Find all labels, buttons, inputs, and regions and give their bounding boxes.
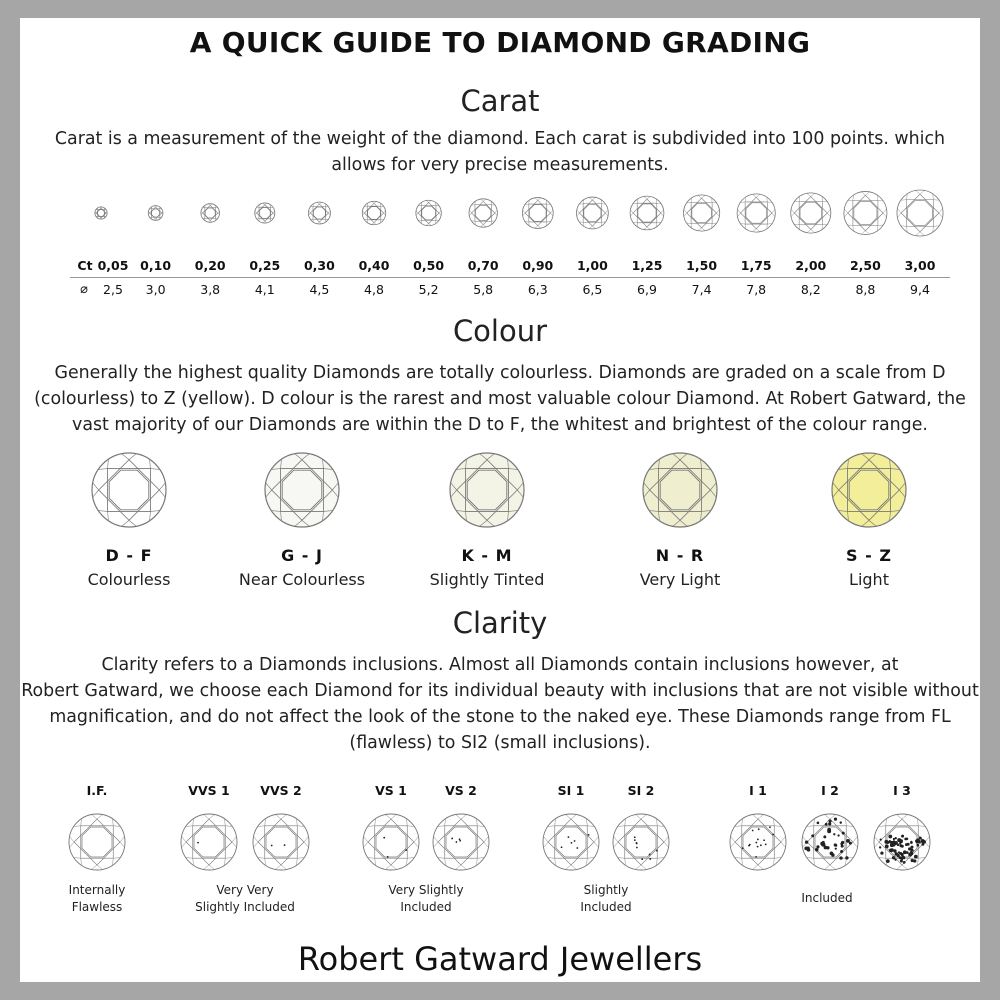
inclusion-mark	[830, 852, 834, 856]
clarity-diamond	[253, 814, 309, 870]
inclusion-mark	[840, 821, 842, 823]
inclusion-mark	[840, 850, 843, 853]
clarity-description-line: magnification, and do not affect the look of the stone to the naked eye. These Diamonds range from FL	[49, 707, 951, 727]
clarity-group-label-line: Very Slightly	[388, 883, 464, 897]
carat-diameter: 8,8	[855, 282, 876, 297]
carat-description-line: Carat is a measurement of the weight of the diamond. Each carat is subdivided into 100 points. which	[54, 129, 946, 149]
inclusion-mark	[903, 861, 906, 864]
carat-weight: 1,50	[686, 258, 718, 273]
inclusion-mark	[765, 843, 767, 845]
inclusion-mark	[910, 841, 913, 844]
clarity-description-line: Robert Gatward, we choose each Diamond for its individual beauty with inclusions that are not visible without	[21, 681, 979, 701]
inclusion-mark	[588, 834, 590, 836]
inclusion-mark	[837, 834, 839, 836]
inclusion-mark	[885, 845, 889, 849]
inclusion-mark	[892, 856, 895, 859]
carat-diameter: 2,5	[103, 282, 123, 297]
carat-diameter: 4,5	[309, 282, 330, 297]
carat-weight: 0,70	[467, 258, 499, 273]
clarity-group-label-line: Flawless	[71, 900, 123, 914]
carat-weight: 2,50	[849, 258, 881, 273]
clarity-group-label	[388, 882, 463, 916]
clarity-group-label	[195, 882, 295, 916]
inclusion-mark	[880, 851, 883, 854]
clarity-group-label	[801, 890, 852, 907]
inclusion-mark	[894, 859, 896, 861]
inclusion-mark	[899, 852, 902, 855]
carat-weight: 0,30	[303, 258, 335, 273]
clarity-diamond	[730, 814, 786, 870]
inclusion-mark	[910, 851, 912, 853]
carat-diameter: 7,8	[746, 282, 767, 297]
inclusion-mark	[901, 845, 904, 848]
carat-weight: 0,25	[249, 258, 281, 273]
clarity-grade-code: VVS 1	[188, 783, 230, 798]
clarity-group-label-line: Very Very	[216, 883, 274, 897]
inclusion-mark	[769, 826, 771, 828]
carat-weight: 0,05	[97, 258, 129, 273]
inclusion-mark	[889, 849, 893, 853]
clarity-diamond	[363, 814, 419, 870]
colour-grade-code: N - R	[655, 546, 705, 565]
inclusion-mark	[901, 835, 904, 838]
carat-weight: 1,00	[576, 258, 608, 273]
inclusion-mark	[568, 836, 570, 838]
inclusion-mark	[847, 840, 849, 842]
inclusion-mark	[902, 856, 905, 859]
carat-diameter: 4,8	[364, 282, 384, 297]
carat-diameter: 6,9	[637, 282, 657, 297]
inclusion-mark	[835, 848, 837, 850]
colour-grade-name: Near Colourless	[238, 570, 366, 589]
inclusion-mark	[890, 841, 893, 844]
carat-weight: 0,20	[194, 258, 226, 273]
carat-weight: 1,25	[631, 258, 663, 273]
carat-diameter: 5,2	[418, 282, 439, 297]
inclusion-mark	[757, 839, 759, 841]
inclusion-mark	[826, 846, 829, 849]
inclusion-mark	[886, 841, 889, 844]
inclusion-mark	[834, 818, 837, 821]
inclusion-mark	[879, 846, 881, 848]
inclusion-mark	[827, 828, 831, 832]
inclusion-mark	[758, 828, 760, 830]
carat-diameter: 8,2	[800, 282, 821, 297]
clarity-diamond	[69, 814, 125, 870]
inclusion-mark	[772, 834, 774, 836]
inclusion-mark	[763, 839, 765, 841]
clarity-group-label-line: Included	[580, 900, 632, 914]
inclusion-mark	[574, 840, 576, 842]
carat-diameter: 4,1	[254, 282, 275, 297]
carat-diameter: 7,4	[691, 282, 712, 297]
clarity-grade-code: VS 1	[375, 783, 407, 798]
clarity-grade-code: SI 1	[557, 783, 585, 798]
colour-grade-code: G - J	[281, 546, 323, 565]
inclusion-mark	[886, 859, 890, 863]
inclusion-mark	[742, 847, 744, 849]
inclusion-mark	[894, 841, 898, 845]
inclusion-mark	[459, 838, 461, 840]
inclusion-mark	[197, 842, 199, 844]
carat-diameter: 5,8	[473, 282, 494, 297]
inclusion-mark	[841, 841, 844, 844]
clarity-grade-code: VS 2	[445, 783, 477, 798]
inclusion-mark	[835, 844, 838, 847]
carat-heading: Carat	[460, 84, 540, 118]
clarity-grade-code: I 3	[893, 783, 911, 798]
inclusion-mark	[805, 840, 808, 843]
inclusion-mark	[921, 843, 924, 846]
inclusion-mark	[821, 843, 825, 847]
clarity-grade-code: SI 2	[627, 783, 655, 798]
inclusion-mark	[895, 837, 897, 839]
clarity-diamond	[433, 814, 489, 870]
clarity-group-label	[580, 882, 631, 916]
inclusion-mark	[900, 859, 903, 862]
inclusion-mark	[914, 855, 918, 859]
inclusion-mark	[755, 856, 757, 858]
inclusion-mark	[899, 842, 901, 844]
inclusion-mark	[757, 846, 759, 848]
inclusion-mark	[916, 838, 920, 842]
inclusion-mark	[649, 858, 651, 860]
inclusion-mark	[752, 830, 754, 832]
inclusion-mark	[451, 838, 453, 840]
inclusion-mark	[760, 844, 762, 846]
inclusion-mark	[387, 856, 389, 858]
inclusion-mark	[649, 854, 651, 856]
carat-diameter: 3,0	[145, 282, 166, 297]
inclusion-mark	[829, 820, 832, 823]
inclusion-mark	[807, 848, 810, 851]
inclusion-mark	[921, 839, 925, 843]
carat-diameter: 6,3	[527, 282, 548, 297]
carat-weight: 0,40	[358, 258, 390, 273]
diameter-label: ⌀	[80, 282, 88, 297]
inclusion-mark	[811, 834, 814, 837]
inclusion-mark	[817, 822, 820, 825]
colour-grade-code: K - M	[461, 546, 513, 565]
clarity-diamond	[181, 814, 237, 870]
clarity-grade-code: VVS 2	[260, 783, 302, 798]
carat-diameter: 3,8	[200, 282, 221, 297]
inclusion-mark	[888, 835, 892, 839]
inclusion-mark	[906, 851, 909, 854]
colour-description-line: vast majority of our Diamonds are within the D to F, the whitest and brightest of the colour range.	[72, 415, 928, 435]
clarity-grade-code: I 1	[749, 783, 767, 798]
inclusion-mark	[897, 854, 900, 857]
clarity-group-label-line: Internally	[68, 883, 126, 897]
inclusion-mark	[910, 846, 913, 849]
inclusion-mark	[271, 845, 273, 847]
carat-weight: 0,10	[140, 258, 172, 273]
inclusion-mark	[841, 845, 844, 848]
inclusion-mark	[833, 833, 835, 835]
carat-weight: 0,90	[522, 258, 554, 273]
inclusion-mark	[636, 842, 638, 844]
colour-grade-name: Light	[849, 570, 889, 589]
clarity-group-label-line: Included	[801, 891, 853, 905]
inclusion-mark	[383, 837, 385, 839]
carat-diameter: 9,4	[910, 282, 930, 297]
inclusion-mark	[755, 842, 757, 844]
inclusion-mark	[656, 850, 658, 852]
inclusion-mark	[907, 843, 910, 846]
clarity-heading: Clarity	[452, 606, 548, 640]
ct-label: Ct	[77, 258, 93, 273]
clarity-group-label-line: Slightly	[583, 883, 629, 897]
inclusion-mark	[815, 848, 818, 851]
footer-brand: Robert Gatward Jewellers	[297, 940, 703, 978]
inclusion-mark	[634, 836, 636, 838]
inclusion-mark	[284, 844, 286, 846]
clarity-description-line: (flawless) to SI2 (small inclusions).	[349, 733, 651, 753]
colour-description-line: (colourless) to Z (yellow). D colour is the rarest and most valuable colour Diamond. At Robert Gatward, the	[34, 389, 966, 409]
clarity-group-label-line: Included	[400, 900, 452, 914]
inclusion-mark	[828, 822, 831, 825]
carat-description-line: allows for very precise measurements.	[331, 155, 669, 175]
clarity-diamond	[543, 814, 599, 870]
inclusion-mark	[880, 838, 882, 840]
colour-grade-name: Colourless	[87, 570, 171, 589]
carat-weight: 3,00	[904, 258, 936, 273]
inclusion-mark	[845, 856, 848, 859]
clarity-description-line: Clarity refers to a Diamonds inclusions. Almost all Diamonds contain inclusions however, at	[101, 655, 899, 675]
clarity-grade-code: I.F.	[86, 783, 108, 798]
inclusion-mark	[561, 846, 563, 848]
colour-grade-code: S - Z	[846, 546, 892, 565]
clarity-diamond	[613, 814, 669, 870]
carat-weight: 1,75	[740, 258, 772, 273]
clarity-group-label	[69, 882, 126, 916]
carat-weight: 0,50	[413, 258, 445, 273]
inclusion-mark	[641, 858, 643, 860]
inclusion-mark	[900, 839, 903, 842]
clarity-grade-code: I 2	[821, 783, 839, 798]
inclusion-mark	[749, 844, 751, 846]
inclusion-mark	[919, 837, 922, 840]
inclusion-mark	[576, 847, 578, 849]
page-title: A QUICK GUIDE TO DIAMOND GRADING	[189, 26, 811, 59]
colour-grade-name: Very Light	[639, 570, 721, 589]
inclusion-mark	[842, 832, 845, 835]
inclusion-mark	[634, 839, 636, 841]
inclusion-mark	[571, 842, 573, 844]
colour-heading: Colour	[452, 314, 548, 348]
clarity-group-label-line: Slightly Included	[195, 900, 295, 914]
carat-diameter: 6,5	[582, 282, 603, 297]
colour-grade-name: Slightly Tinted	[429, 570, 545, 589]
inclusion-mark	[405, 849, 407, 851]
inclusion-mark	[911, 859, 914, 862]
inclusion-mark	[917, 844, 920, 847]
inclusion-mark	[825, 823, 828, 826]
colour-grade-code: D - F	[105, 546, 153, 565]
colour-description-line: Generally the highest quality Diamonds are totally colourless. Diamonds are graded on a scale from D	[54, 363, 946, 383]
inclusion-mark	[816, 845, 819, 848]
carat-weight: 2,00	[795, 258, 827, 273]
inclusion-mark	[823, 835, 826, 838]
inclusion-mark	[839, 856, 842, 859]
inclusion-mark	[455, 841, 457, 843]
inclusion-mark	[636, 847, 638, 849]
inclusion-mark	[904, 838, 907, 841]
